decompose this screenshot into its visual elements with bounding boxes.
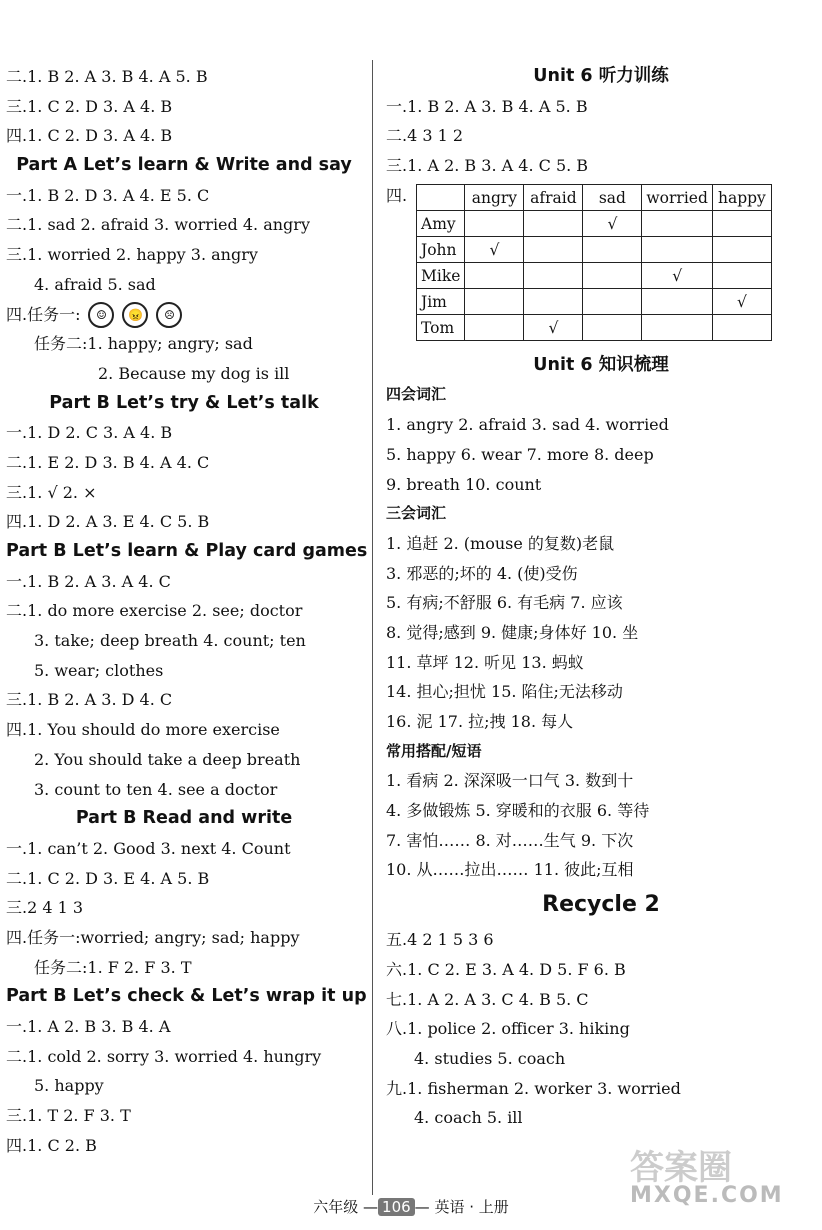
check-mark-cell <box>583 263 642 289</box>
answer-line: 2. You should take a deep breath <box>34 749 301 769</box>
section-heading: Unit 6 听力训练 <box>533 66 669 86</box>
answer-line: 4. afraid 5. sad <box>34 274 156 294</box>
answer-line: 1. angry 2. afraid 3. sad 4. worried <box>386 415 669 435</box>
table-row-name: Mike <box>417 263 465 289</box>
face-icon: 😠 <box>122 302 148 328</box>
answer-line: 二.1. cold 2. sorry 3. worried 4. hungry <box>6 1046 322 1066</box>
check-mark-cell <box>524 263 583 289</box>
answer-line: 二.1. B 2. A 3. B 4. A 5. B <box>6 67 208 86</box>
recycle-heading: Recycle 2 <box>542 892 660 918</box>
answer-line: 一.1. B 2. A 3. B 4. A 5. B <box>386 96 588 116</box>
table-header-cell: happy <box>712 185 771 211</box>
section-heading: Part B Read and write <box>75 808 293 829</box>
left-column <box>6 62 368 1160</box>
answer-line: 任务二:1. happy; angry; sad <box>34 334 253 354</box>
answer-line: 二.1. C 2. D 3. E 4. A 5. B <box>6 868 210 888</box>
check-mark-cell <box>712 237 771 263</box>
check-mark-cell <box>712 263 771 289</box>
section-heading: Part B Let’s check & Let’s wrap it up <box>6 986 367 1007</box>
check-mark-cell <box>642 211 712 237</box>
answer-line: 四.1. C 2. D 3. A 4. B <box>6 126 173 146</box>
answer-line: 三.1. B 2. A 3. D 4. C <box>6 690 173 710</box>
watermark-text: 答案圈 <box>630 1148 732 1188</box>
answer-line: 1. 追赶 2. (mouse 的复数)老鼠 <box>386 533 615 553</box>
check-mark-cell: √ <box>583 211 642 237</box>
check-mark-cell <box>524 289 583 315</box>
check-mark-cell <box>465 289 524 315</box>
answer-line: 4. coach 5. ill <box>414 1108 523 1128</box>
check-mark-cell <box>712 211 771 237</box>
table-header-cell: worried <box>642 185 712 211</box>
check-mark-cell <box>642 237 712 263</box>
answer-line: 3. 邪恶的;坏的 4. (使)受伤 <box>386 563 578 583</box>
check-mark-cell <box>465 263 524 289</box>
table-row-name: Tom <box>417 315 465 341</box>
check-mark-cell <box>712 315 771 341</box>
answer-line: 11. 草坪 12. 听见 13. 蚂蚁 <box>386 652 584 672</box>
check-mark-cell: √ <box>712 289 771 315</box>
answer-line: 3. count to ten 4. see a doctor <box>34 779 278 799</box>
check-mark-cell: √ <box>465 237 524 263</box>
check-mark-cell <box>583 237 642 263</box>
answer-line: 10. 从……拉出…… 11. 彼此;互相 <box>386 860 634 880</box>
subsection-heading: 四会词汇 <box>386 385 447 404</box>
answer-line: 三.2 4 1 3 <box>6 898 84 918</box>
answer-line: 四.1. D 2. A 3. E 4. C 5. B <box>6 512 210 532</box>
answer-line: 四.任务一:worried; angry; sad; happy <box>6 927 300 947</box>
answer-line: 七.1. A 2. A 3. C 4. B 5. C <box>386 989 589 1009</box>
answer-line: 一.1. B 2. A 3. A 4. C <box>6 571 171 591</box>
answer-line: 7. 害怕…… 8. 对……生气 9. 下次 <box>386 830 634 850</box>
answer-line: 5. happy <box>34 1076 104 1096</box>
answer-line: 二.1. sad 2. afraid 3. worried 4. angry <box>6 215 310 235</box>
face-icon: ☺ <box>88 302 114 328</box>
check-mark-cell <box>583 315 642 341</box>
face-icon: ☹ <box>156 302 182 328</box>
subsection-heading: 三会词汇 <box>386 504 447 523</box>
section-heading: Unit 6 知识梳理 <box>533 354 669 375</box>
answer-line: 九.1. fisherman 2. worker 3. worried <box>386 1078 681 1098</box>
answer-line: 一.1. B 2. D 3. A 4. E 5. C <box>6 185 210 205</box>
answer-line: 二.4 3 1 2 <box>386 126 464 146</box>
answer-line: 5. 有病;不舒服 6. 有毛病 7. 应该 <box>386 593 623 613</box>
answer-line: 三.1. worried 2. happy 3. angry <box>6 245 258 265</box>
right-column <box>386 62 816 1133</box>
answer-line: 四.1. You should do more exercise <box>6 720 280 740</box>
section-heading: Part B Let’s learn & Play card games <box>6 541 368 561</box>
watermark-url: MXQE.COM <box>630 1183 784 1208</box>
answer-line: 二.1. E 2. D 3. B 4. A 4. C <box>6 452 210 472</box>
emotion-table <box>416 184 772 341</box>
table-header-cell <box>417 185 465 211</box>
table-row-name: John <box>417 237 465 263</box>
answer-line: 八.1. police 2. officer 3. hiking <box>386 1019 630 1039</box>
table-row-name: Amy <box>417 211 465 237</box>
answer-line: 8. 觉得;感到 9. 健康;身体好 10. 坐 <box>386 622 639 642</box>
answer-line: 一.1. D 2. C 3. A 4. B <box>6 423 173 443</box>
answer-line: 16. 泥 17. 拉;拽 18. 每人 <box>386 712 574 731</box>
section-heading: Part B Let’s try & Let’s talk <box>49 392 319 413</box>
answer-line: 4. studies 5. coach <box>414 1048 566 1068</box>
footer-grade: 六年级 <box>313 1198 359 1216</box>
answer-line: 任务二:1. F 2. F 3. T <box>34 957 192 977</box>
check-mark-cell <box>465 211 524 237</box>
answer-line: 六.1. C 2. E 3. A 4. D 5. F 6. B <box>386 959 626 979</box>
face-task-line <box>6 300 362 330</box>
column-divider <box>372 60 373 1195</box>
table-header-cell: sad <box>583 185 642 211</box>
check-mark-cell <box>642 315 712 341</box>
footer-subject: 英语 · 上册 <box>434 1198 509 1216</box>
answer-line: 三.1. A 2. B 3. A 4. C 5. B <box>386 156 589 176</box>
answer-line: 3. take; deep breath 4. count; ten <box>34 631 306 651</box>
answer-line: 一.1. A 2. B 3. B 4. A <box>6 1017 171 1036</box>
answer-line: 14. 担心;担忧 15. 陷住;无法移动 <box>386 682 623 702</box>
answer-line: 四.1. C 2. B <box>6 1135 97 1155</box>
section-heading: Part A Let’s learn & Write and say <box>16 155 352 176</box>
answer-line: 二.1. do more exercise 2. see; doctor <box>6 601 303 621</box>
answer-line: 三.1. T 2. F 3. T <box>6 1106 131 1126</box>
check-mark-cell <box>465 315 524 341</box>
watermark-logo <box>630 1140 784 1208</box>
check-mark-cell <box>524 211 583 237</box>
check-mark-cell <box>642 289 712 315</box>
answer-line: 三.1. √ 2. × <box>6 482 97 502</box>
subsection-heading: 常用搭配/短语 <box>386 741 482 760</box>
check-mark-cell <box>583 289 642 315</box>
answer-line: 三.1. C 2. D 3. A 4. B <box>6 96 173 116</box>
answer-line: 9. breath 10. count <box>386 474 542 494</box>
answer-line: 1. 看病 2. 深深吸一口气 3. 数到十 <box>386 771 634 791</box>
answer-label: 四. <box>386 185 408 205</box>
answer-line: 一.1. can’t 2. Good 3. next 4. Count <box>6 838 291 858</box>
table-block <box>386 181 816 351</box>
check-mark-cell: √ <box>642 263 712 289</box>
answer-line: 2. Because my dog is ill <box>98 363 290 383</box>
check-mark-cell <box>524 237 583 263</box>
table-header-cell: afraid <box>524 185 583 211</box>
answer-line: 五.4 2 1 5 3 6 <box>386 930 494 950</box>
answer-line: 5. happy 6. wear 7. more 8. deep <box>386 444 654 464</box>
answer-line: 5. wear; clothes <box>34 660 164 680</box>
page-number: 106 <box>378 1198 415 1216</box>
table-row-name: Jim <box>417 289 465 315</box>
answer-line: 4. 多做锻炼 5. 穿暖和的衣服 6. 等待 <box>386 801 650 821</box>
check-mark-cell: √ <box>524 315 583 341</box>
table-header-cell: angry <box>465 185 524 211</box>
answer-label: 四.任务一: <box>6 304 81 324</box>
page-footer: 六年级 — 106 — 英语 · 上册 <box>313 1198 509 1216</box>
